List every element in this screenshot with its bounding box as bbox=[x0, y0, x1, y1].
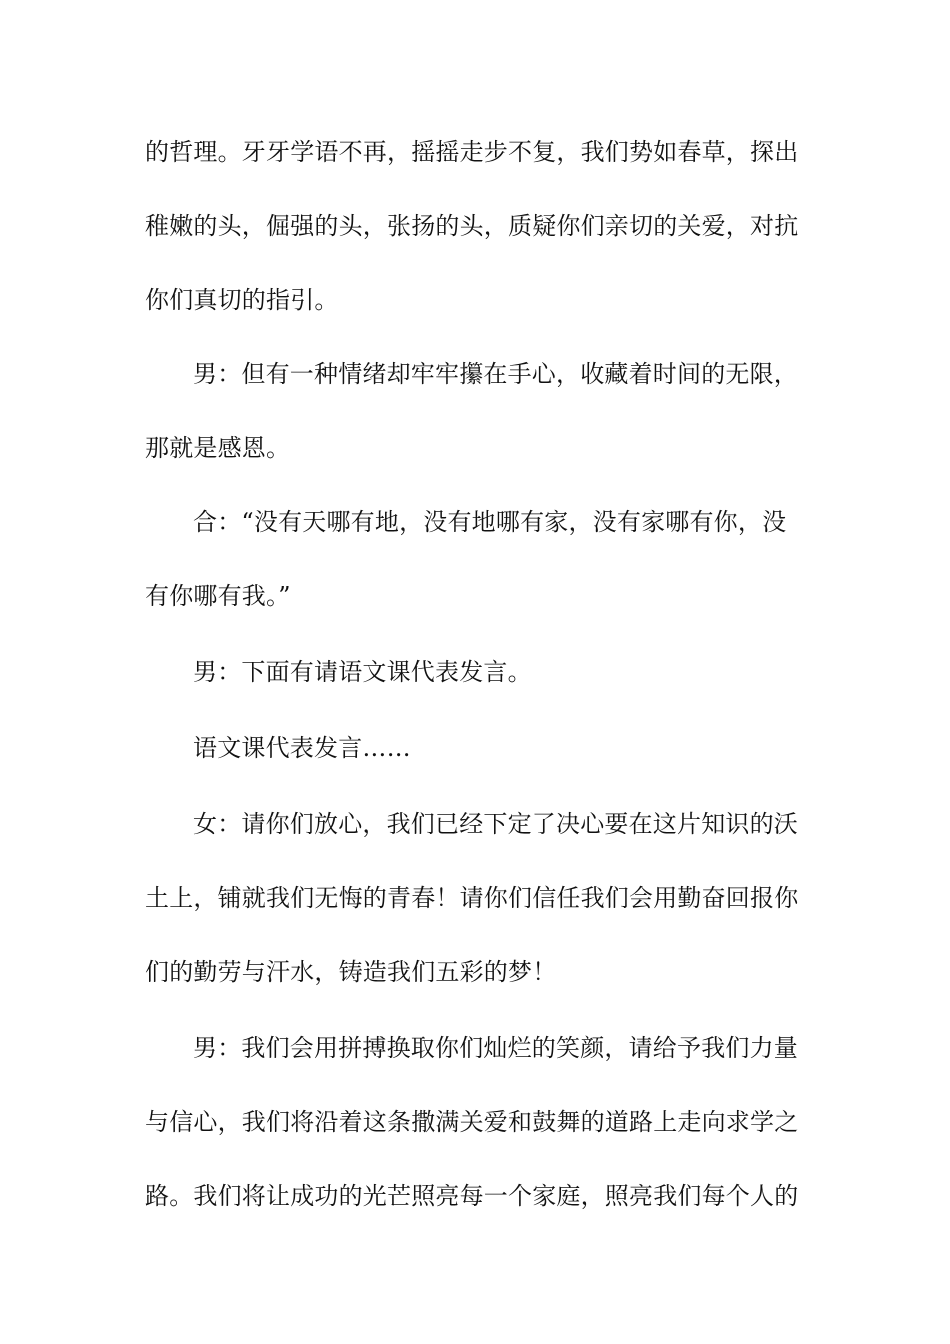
paragraph-first-line: 女：请你们放心，我们已经下定了决心要在这片知识的沃 bbox=[193, 810, 798, 838]
text-line: 们的勤劳与汗水，铸造我们五彩的梦！ bbox=[145, 958, 557, 986]
text-line: 稚嫩的头，倔强的头，张扬的头，质疑你们亲切的关爱，对抗 bbox=[145, 212, 799, 240]
text-line: 的哲理。牙牙学语不再，摇摇走步不复，我们势如春草，探出 bbox=[145, 138, 799, 166]
paragraph-first-line: 男：我们会用拼搏换取你们灿烂的笑颜，请给予我们力量 bbox=[193, 1034, 798, 1062]
paragraph-first-line: 男：下面有请语文课代表发言。 bbox=[193, 658, 532, 686]
paragraph-first-line: 语文课代表发言…… bbox=[193, 734, 411, 762]
text-line: 土上，铺就我们无悔的青春！请你们信任我们会用勤奋回报你 bbox=[145, 884, 799, 912]
text-line: 与信心，我们将沿着这条撒满关爱和鼓舞的道路上走向求学之 bbox=[145, 1108, 799, 1136]
text-line: 有你哪有我。” bbox=[145, 582, 291, 610]
paragraph-first-line: 合：“没有天哪有地，没有地哪有家，没有家哪有你，没 bbox=[193, 508, 787, 536]
text-line: 那就是感恩。 bbox=[145, 434, 291, 462]
text-line: 你们真切的指引。 bbox=[145, 286, 339, 314]
paragraph-first-line: 男：但有一种情绪却牢牢攥在手心，收藏着时间的无限， bbox=[193, 360, 798, 388]
text-line: 路。我们将让成功的光芒照亮每一个家庭，照亮我们每个人的 bbox=[145, 1182, 799, 1210]
